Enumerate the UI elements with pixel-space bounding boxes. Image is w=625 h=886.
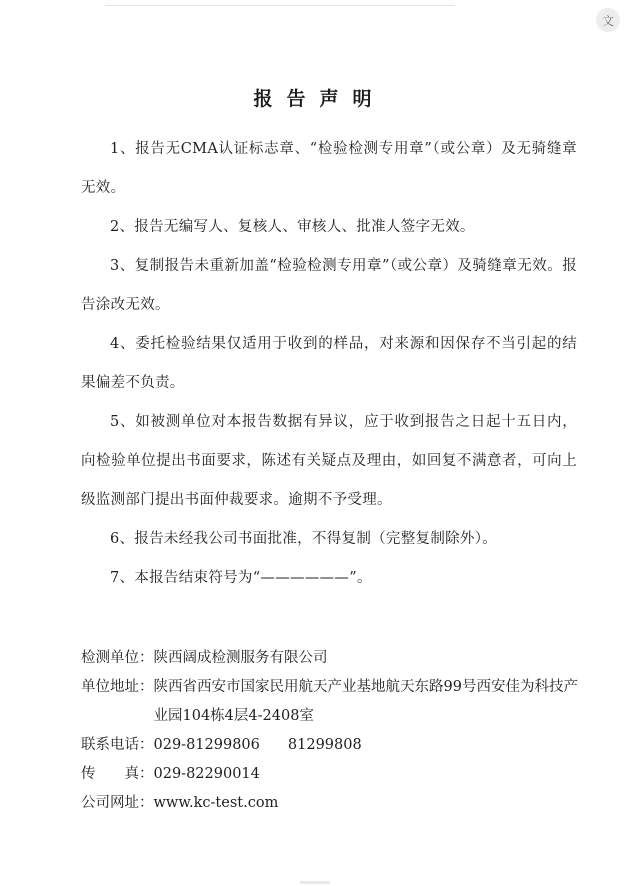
- website-value[interactable]: www.kc-test.com: [153, 795, 279, 811]
- translate-icon-glyph: 文: [601, 13, 614, 28]
- bottom-edge-mark: [300, 881, 330, 884]
- unit-row: [81, 644, 581, 673]
- page-title: 报告声明: [253, 88, 386, 110]
- phone-value-1: 029-81299806: [153, 737, 260, 753]
- website-row: [81, 789, 581, 818]
- address-row: [81, 673, 581, 731]
- unit-value: 陕西阔成检测服务有限公司: [153, 650, 328, 666]
- clause-1: 1、报告无CMA认证标志章、“检验检测专用章”（或公章）及无骑缝章无效。: [81, 141, 577, 196]
- phone-values: [154, 731, 582, 760]
- address-value: 陕西省西安市国家民用航天产业基地航天东路99号西安佳为科技产业园104栋4层4-2408室: [153, 679, 578, 724]
- statement-clauses: [81, 130, 577, 598]
- phone-value-2: 81299808: [287, 737, 362, 753]
- unit-label: 检测单位：: [81, 650, 154, 666]
- address-label: 单位地址：: [81, 679, 154, 695]
- clause-2: 2、报告无编写人、复核人、审核人、批准人签字无效。: [110, 219, 475, 235]
- fax-label: 传 真：: [81, 766, 154, 782]
- website-label: 公司网址：: [81, 795, 154, 811]
- fax-row: [81, 760, 581, 789]
- fax-value: 029-82290014: [153, 766, 260, 782]
- clause-5: 5、如被测单位对本报告数据有异议，应于收到报告之日起十五日内，向检验单位提出书面要求，陈述有关疑点及理由，如回复不满意者，可向上级监测部门提出书面仲裁要求。逾期不予受理。: [81, 414, 577, 508]
- top-divider: [105, 5, 455, 6]
- translate-icon[interactable]: [596, 8, 620, 32]
- clause-4: 4、委托检验结果仅适用于收到的样品，对来源和因保存不当引起的结果偏差不负责。: [81, 336, 577, 391]
- phone-row: [81, 731, 581, 760]
- clause-6: 6、报告未经我公司书面批准，不得复制（完整复制除外）。: [110, 531, 498, 547]
- phone-label: 联系电话：: [81, 737, 154, 753]
- clause-3: 3、复制报告未重新加盖“检验检测专用章”（或公章）及骑缝章无效。报告涂改无效。: [81, 258, 577, 313]
- clause-7: 7、本报告结束符号为“——————”。: [110, 570, 372, 586]
- contact-info: [81, 644, 581, 818]
